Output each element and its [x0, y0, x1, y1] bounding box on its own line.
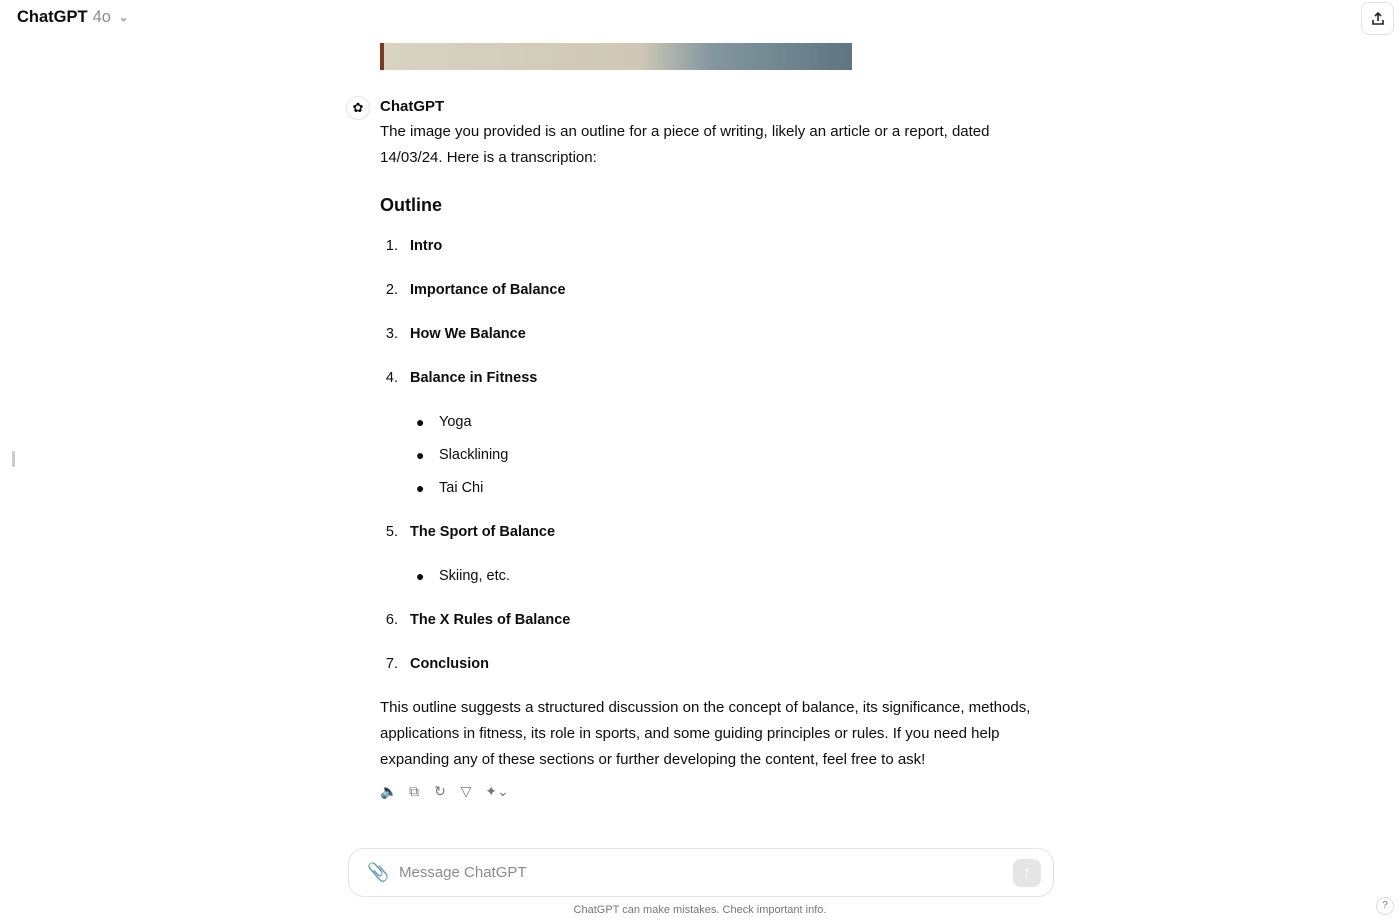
- model-version: 4o: [92, 8, 111, 26]
- uploaded-image[interactable]: [380, 43, 852, 70]
- outline-item: [380, 365, 1050, 409]
- message-author: ChatGPT: [380, 98, 445, 115]
- sparkle-model-icon[interactable]: ✦⌄: [485, 783, 509, 799]
- sub-list: [380, 409, 1050, 508]
- sidebar-resize-handle[interactable]: [12, 451, 15, 467]
- assistant-message: [380, 97, 1050, 773]
- item-number: 3.: [385, 326, 398, 342]
- outline-item: [380, 651, 1050, 695]
- item-number: 4.: [385, 370, 398, 386]
- disclaimer: ChatGPT can make mistakes. Check important info.: [573, 904, 827, 916]
- sub-list-item: [416, 475, 1050, 508]
- attach-paperclip-icon[interactable]: 📎: [367, 862, 390, 882]
- help-button[interactable]: ?: [1376, 897, 1394, 915]
- item-label: Conclusion: [410, 656, 489, 672]
- message-actions: [380, 783, 510, 800]
- read-aloud-icon[interactable]: 🔈: [380, 783, 398, 799]
- bullet-icon: ●: [416, 480, 425, 496]
- message-intro: The image you provided is an outline for a piece of writing, likely an article or a report, dated 14/03/24. Here is a transcription:: [380, 123, 990, 166]
- outline-item: [380, 277, 1050, 321]
- bullet-icon: ●: [416, 447, 425, 463]
- item-number: 5.: [385, 524, 398, 540]
- item-label: Intro: [410, 238, 443, 254]
- outline-item: [380, 321, 1050, 365]
- send-button[interactable]: ↑: [1013, 859, 1041, 887]
- message-input[interactable]: [399, 864, 1013, 881]
- item-label: Balance in Fitness: [410, 370, 538, 386]
- item-number: 7.: [385, 656, 398, 672]
- item-number: 1.: [385, 238, 398, 254]
- sub-item-label: Slacklining: [439, 447, 509, 463]
- thumbs-down-icon[interactable]: ▽: [460, 783, 472, 799]
- chevron-down-icon: ⌄: [118, 12, 129, 24]
- copy-icon[interactable]: ⧉: [409, 783, 419, 799]
- outline-item: [380, 607, 1050, 651]
- message-closing: This outline suggests a structured discussion on the concept of balance, its significance, methods, applications in fitness, its role in sports, and some guiding principles or rules. If you need help expanding any of these sections or further developing the content, feel free to ask!: [380, 699, 1031, 768]
- share-button[interactable]: [1361, 2, 1394, 35]
- item-label: The Sport of Balance: [410, 524, 556, 540]
- sub-item-label: Skiing, etc.: [439, 568, 510, 584]
- outline-item: [380, 233, 1050, 277]
- item-number: 2.: [385, 282, 398, 298]
- composer: [348, 848, 1054, 897]
- sub-list: [380, 563, 1050, 596]
- regenerate-icon[interactable]: ↻: [434, 783, 446, 799]
- sub-item-label: Tai Chi: [439, 480, 484, 496]
- outline-list: [380, 233, 1050, 695]
- item-label: Importance of Balance: [410, 282, 566, 298]
- sub-list-item: [416, 563, 1050, 596]
- bullet-icon: ●: [416, 414, 425, 430]
- outline-heading: Outline: [380, 195, 442, 215]
- sub-item-label: Yoga: [439, 414, 472, 430]
- outline-item: [380, 519, 1050, 563]
- app-title: ChatGPT: [17, 8, 88, 26]
- item-label: The X Rules of Balance: [410, 612, 571, 628]
- bullet-icon: ●: [416, 568, 425, 584]
- item-label: How We Balance: [410, 326, 526, 342]
- sub-list-item: [416, 442, 1050, 475]
- sub-list-item: [416, 409, 1050, 442]
- share-icon: [1371, 12, 1385, 26]
- model-selector[interactable]: [17, 8, 128, 27]
- chatgpt-logo-icon: ✿: [346, 96, 370, 120]
- item-number: 6.: [385, 612, 398, 628]
